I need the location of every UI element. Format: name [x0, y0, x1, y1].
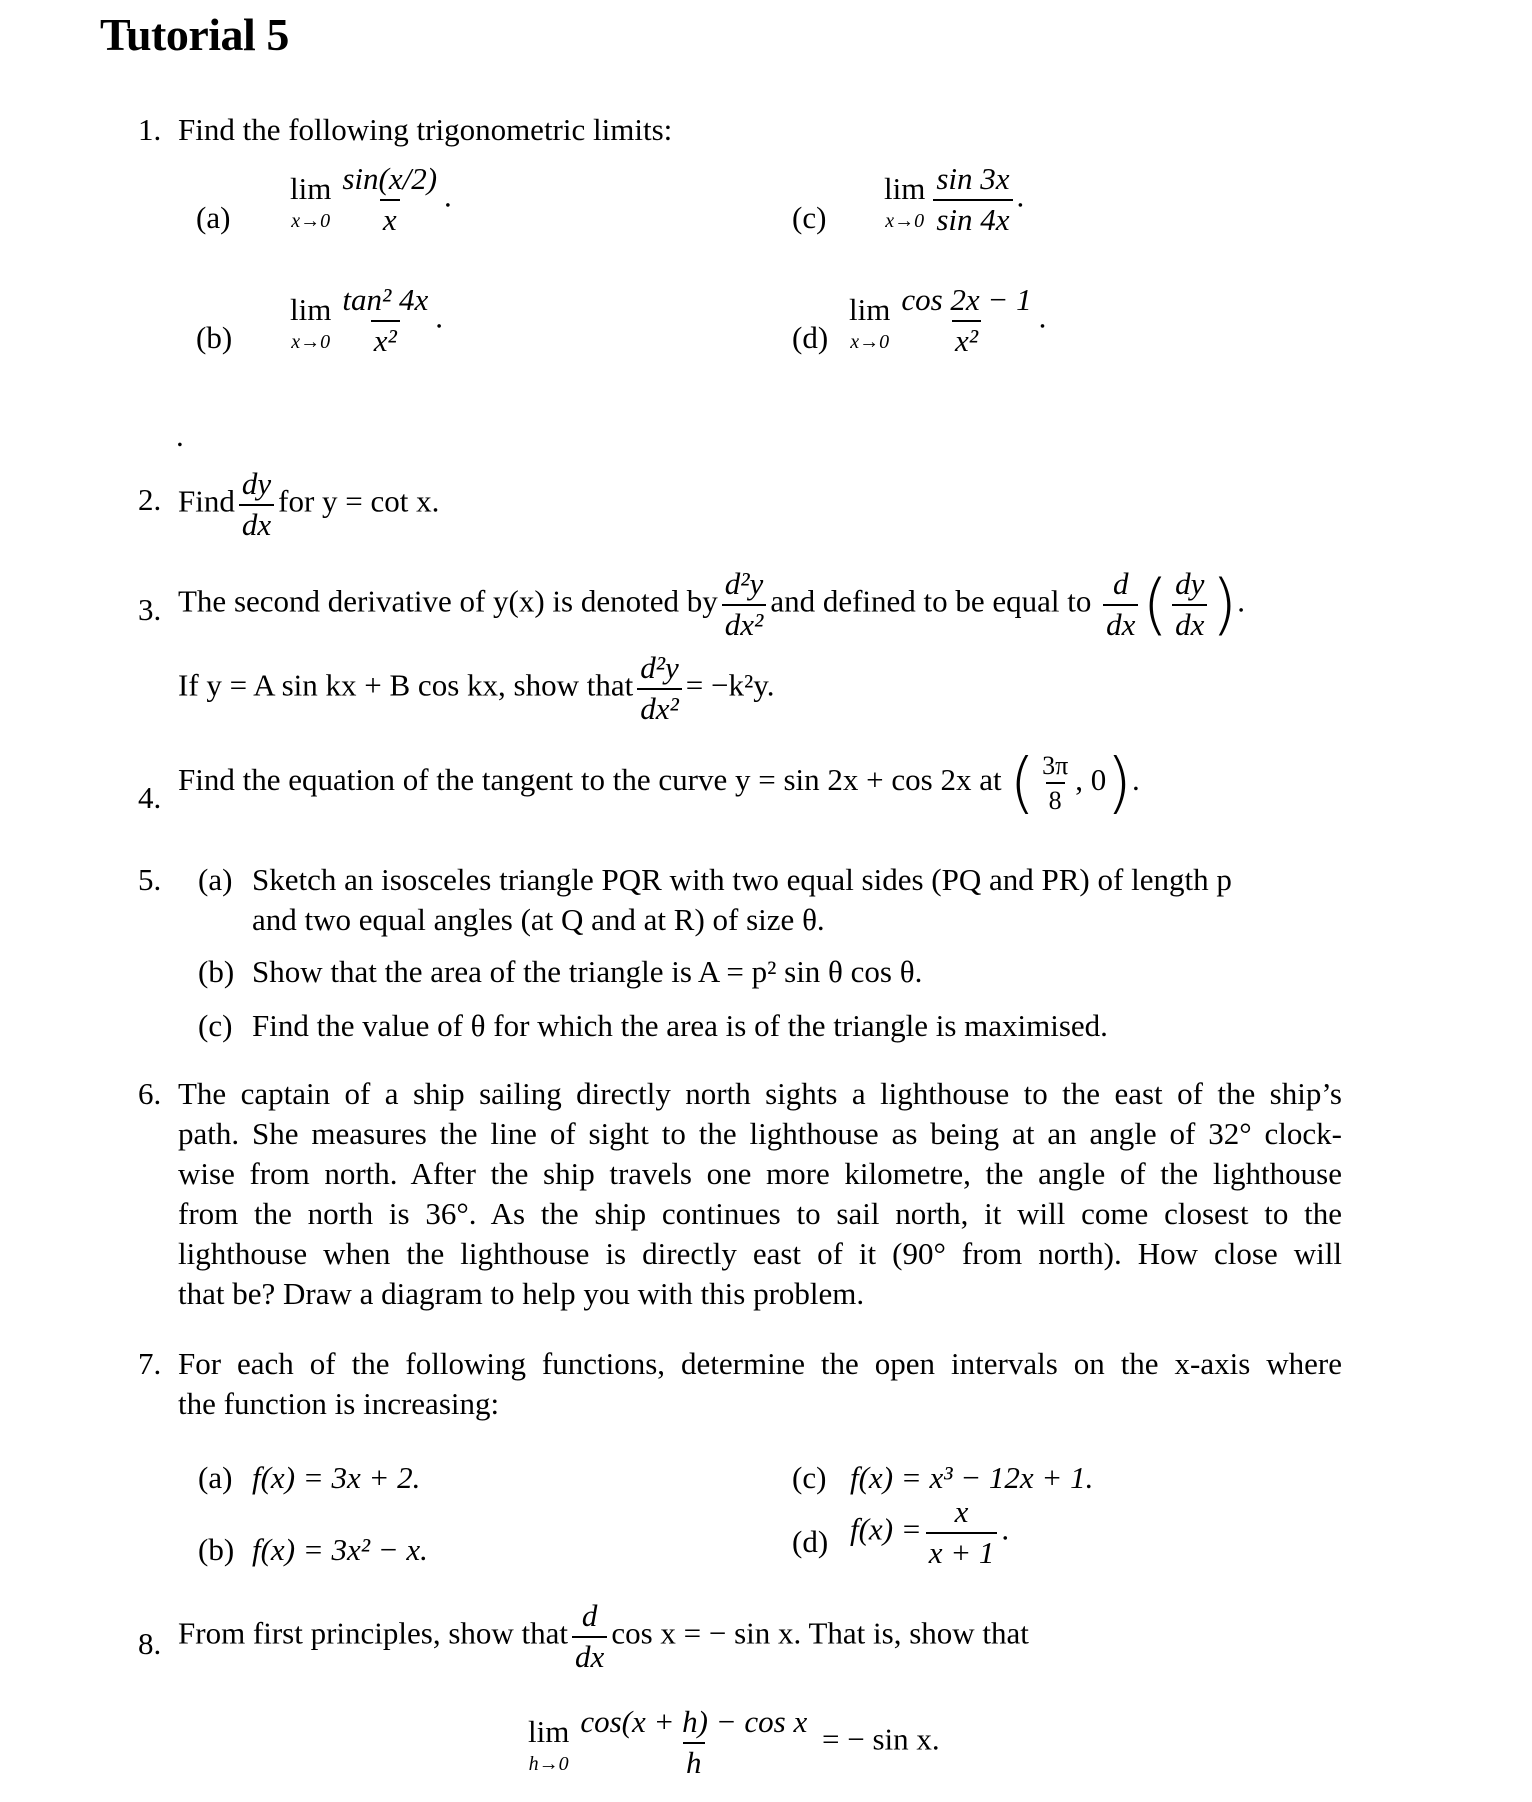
q1a-label: (a) [196, 200, 231, 235]
fraction-denominator: x² [371, 320, 400, 358]
q7b-expr: f(x) = 3x² − x. [252, 1532, 428, 1567]
q3-line2 [178, 652, 775, 725]
q7-line2: the function is increasing: [178, 1386, 500, 1421]
right-paren: ) [1211, 565, 1238, 643]
q5b-label: (b) [198, 954, 235, 989]
q5b-text: Show that the area of the triangle is A = p² sin θ cos θ. [252, 954, 923, 989]
stray-dot: . [176, 418, 184, 453]
right-paren: ) [1106, 744, 1132, 821]
lim-subscript: x→0 [885, 209, 925, 232]
q3-line1 [178, 565, 1245, 643]
fraction-denominator: 8 [1046, 782, 1065, 814]
q5c-label: (c) [198, 1008, 233, 1043]
fraction-denominator: dx [239, 504, 274, 542]
q5c-text: Find the value of θ for which the area is of the triangle is maximised. [252, 1008, 1108, 1043]
q6-paragraph [178, 1074, 1342, 1314]
q3-text-a: The second derivative of y(x) is denoted by [178, 583, 718, 619]
q8-line1 [178, 1600, 1029, 1673]
q5a-line1: Sketch an isosceles triangle PQR with two equal sides (PQ and PR) of length p [252, 862, 1232, 897]
fraction-denominator: dx [572, 1636, 607, 1674]
fraction-numerator: cos(x + h) − cos x [580, 1704, 808, 1739]
lim-label: lim [884, 170, 926, 206]
q1d-label: (d) [792, 320, 829, 355]
q7a-label: (a) [198, 1460, 233, 1495]
fraction-denominator: x [380, 199, 400, 237]
fraction-numerator: cos 2x − 1 [901, 282, 1032, 317]
lim-subscript: x→0 [850, 330, 890, 353]
fraction-numerator: x [954, 1494, 969, 1529]
fraction-denominator: h [683, 1742, 705, 1780]
lim-label: lim [528, 1713, 570, 1749]
fraction-numerator: dy [1175, 566, 1205, 601]
period: . [444, 178, 452, 214]
q6-line: from the north is 36°. As the ship continues to sail north, it will come closest to the [178, 1196, 1342, 1231]
q4-statement: Find the equation of the tangent to the curve y = sin 2x + cos 2x at [178, 762, 1002, 798]
q2-rest: for y = cot x. [278, 483, 440, 519]
period: . [1001, 1511, 1010, 1547]
q7-number: 7. [138, 1346, 162, 1381]
q8-text-a: From first principles, show that [178, 1615, 569, 1651]
q2-number: 2. [138, 482, 162, 517]
q7d-lhs: f(x) = [850, 1511, 922, 1547]
page-title: Tutorial 5 [100, 9, 289, 60]
q7-intro [178, 1344, 1342, 1424]
fraction-numerator: d²y [640, 650, 679, 685]
q1-intro: Find the following trigonometric limits: [178, 112, 673, 147]
q3-line2-b: = −k²y. [685, 667, 775, 703]
q7-line1: For each of the following functions, determine the open intervals on the x-axis where [178, 1346, 1342, 1381]
q8-rhs: = − sin x. [822, 1721, 940, 1757]
q6-line: The captain of a ship sailing directly north sights a lighthouse to the east of the ship’s [178, 1076, 1342, 1111]
lim-label: lim [290, 291, 332, 327]
left-paren: ( [1009, 744, 1036, 821]
period: . [1131, 762, 1140, 798]
fraction-numerator: tan² 4x [342, 282, 429, 317]
q6-number: 6. [138, 1076, 162, 1111]
q7c-label: (c) [792, 1460, 827, 1495]
fraction-numerator: 3π [1042, 750, 1069, 780]
lim-subscript: h→0 [528, 1752, 569, 1775]
point-zero: , 0 [1075, 762, 1107, 798]
q6-line: wise from north. After the ship travels one more kilometre, the angle of the lighthouse [178, 1156, 1342, 1191]
q1d-expression [845, 284, 1046, 357]
q1b-label: (b) [196, 320, 233, 355]
q4-number: 4. [138, 780, 162, 815]
lim-subscript: x→0 [291, 209, 331, 232]
fraction-denominator: dx² [722, 604, 767, 642]
lim-label: lim [849, 291, 891, 327]
q2-text [178, 468, 439, 541]
q6-line: path. She measures the line of sight to the lighthouse as being at an angle of 32° clock- [178, 1116, 1342, 1151]
fraction-denominator: dx [1103, 604, 1138, 642]
fraction-numerator: d [1113, 566, 1129, 601]
fraction-denominator: sin 4x [933, 199, 1012, 237]
q1b-expression [286, 284, 443, 357]
q5-number: 5. [138, 862, 162, 897]
q5a-label: (a) [198, 862, 233, 897]
fraction-numerator: sin(x/2) [342, 161, 438, 196]
q2-find: Find [178, 483, 235, 519]
q5a-line2: and two equal angles (at Q and at R) of size θ. [252, 902, 825, 937]
q1c-expression [880, 163, 1024, 236]
period: . [1038, 299, 1047, 335]
q3-text-b: and defined to be equal to [770, 583, 1092, 619]
period: . [1237, 583, 1245, 619]
fraction-numerator: d²y [724, 566, 764, 601]
q8-display [524, 1706, 940, 1779]
q7d-label: (d) [792, 1524, 829, 1559]
q6-line: that be? Draw a diagram to help you with this problem. [178, 1276, 865, 1311]
fraction-denominator: dx [1172, 604, 1207, 642]
fraction-numerator: d [581, 1598, 598, 1633]
lim-subscript: x→0 [291, 330, 331, 353]
left-paren: ( [1142, 565, 1169, 643]
q3-number: 3. [138, 592, 162, 627]
fraction-denominator: dx² [637, 688, 682, 726]
q7a-expr: f(x) = 3x + 2. [252, 1460, 421, 1495]
q8-number: 8. [138, 1626, 162, 1661]
q7d-expr [850, 1496, 1009, 1569]
q7c-expr: f(x) = x³ − 12x + 1. [850, 1460, 1094, 1495]
q7b-label: (b) [198, 1532, 235, 1567]
q1a-expression [286, 163, 452, 236]
lim-label: lim [290, 170, 332, 206]
period: . [1016, 178, 1025, 214]
fraction-numerator: dy [241, 466, 272, 501]
q8-text-b: cos x = − sin x. That is, show that [611, 1615, 1029, 1651]
period: . [435, 299, 444, 335]
q3-line2-a: If y = A sin kx + B cos kx, show that [178, 667, 634, 703]
q1-number: 1. [138, 112, 162, 147]
q6-line: lighthouse when the lighthouse is directly east of it (90° from north). How close will [178, 1236, 1342, 1271]
fraction-denominator: x² [952, 320, 981, 358]
q1c-label: (c) [792, 200, 827, 235]
fraction-numerator: sin 3x [936, 161, 1010, 196]
q4-text [178, 744, 1140, 821]
fraction-denominator: x + 1 [926, 1532, 998, 1570]
